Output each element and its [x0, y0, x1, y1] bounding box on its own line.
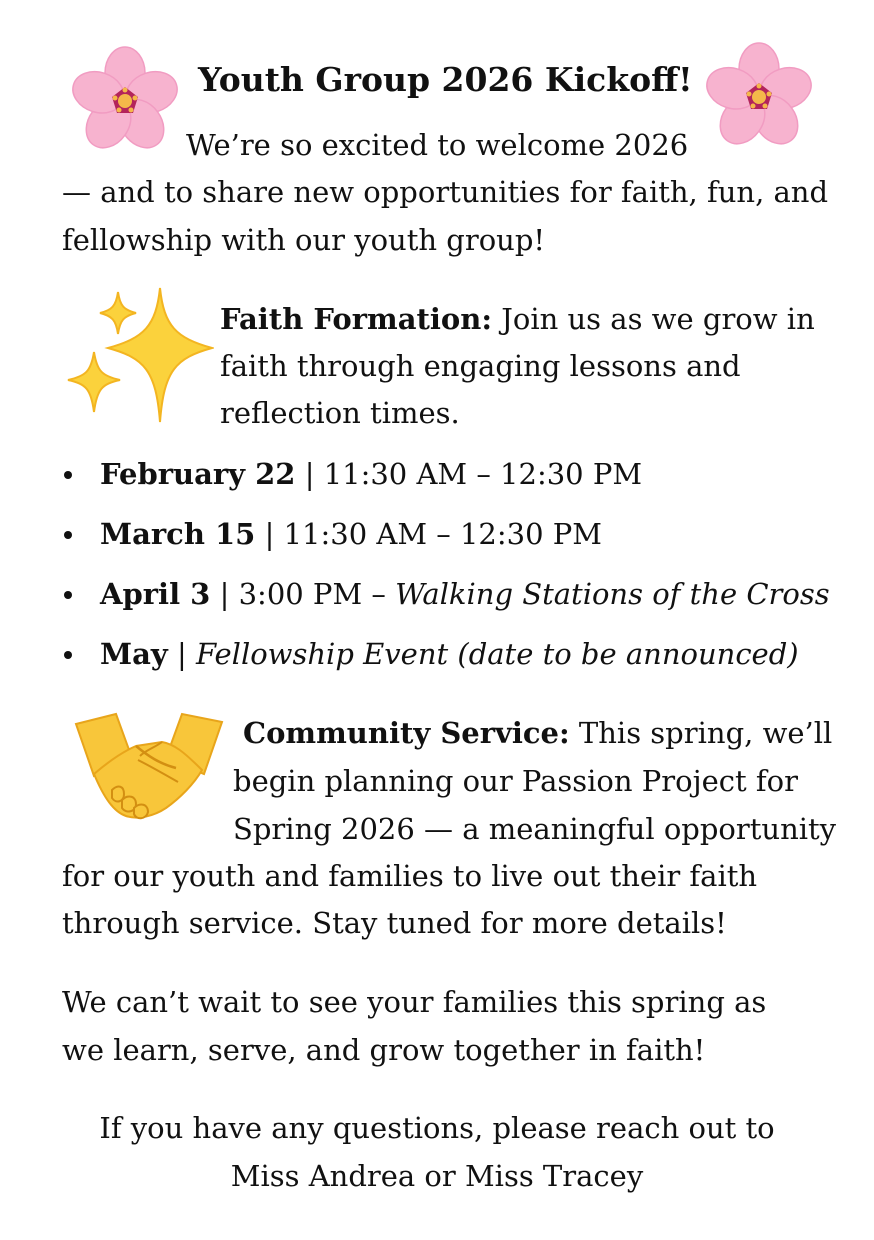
closing-line-2: we learn, serve, and grow together in faith!	[62, 1033, 706, 1067]
intro-line-2: — and to share new opportunities for faith, fun, and	[62, 175, 829, 209]
closing-line-1: We can’t wait to see your families this spring as	[62, 985, 767, 1019]
community-service-line-2: begin planning our Passion Project for	[233, 764, 798, 798]
intro-line-1: We’re so excited to welcome 2026	[186, 128, 689, 162]
handshake-icon	[74, 712, 224, 824]
contact-line-1: If you have any questions, please reach out to	[99, 1111, 775, 1145]
faith-formation-heading: Faith Formation:	[220, 302, 493, 336]
community-service-line-1	[243, 709, 832, 757]
bullet-icon	[64, 531, 72, 539]
schedule-separator: |	[176, 637, 187, 671]
page-title: Youth Group 2026 Kickoff!	[198, 60, 693, 99]
schedule-time: 11:30 AM – 12:30 PM	[323, 457, 643, 491]
bullet-icon	[64, 471, 72, 479]
schedule-date: March 15	[100, 517, 256, 551]
schedule-note: Fellowship Event (date to be announced)	[195, 637, 799, 671]
faith-formation-line-3: reflection times.	[220, 396, 460, 430]
community-service-line-4: for our youth and families to live out their faith	[62, 859, 758, 893]
schedule-separator: |	[264, 517, 275, 551]
faith-formation-line-1	[220, 295, 815, 343]
schedule-date: April 3	[100, 577, 211, 611]
bullet-icon	[64, 591, 72, 599]
schedule-separator: |	[219, 577, 230, 611]
intro-line-3: fellowship with our youth group!	[62, 223, 546, 257]
faith-formation-line-2: faith through engaging lessons and	[220, 349, 741, 383]
contact-line-2: Miss Andrea or Miss Tracey	[230, 1159, 644, 1193]
faith-formation-text: Join us as we grow in	[501, 302, 815, 336]
schedule-separator: |	[304, 457, 315, 491]
community-service-text: This spring, we’ll	[578, 716, 833, 750]
bullet-icon	[64, 651, 72, 659]
schedule-time: 3:00 PM –	[238, 577, 386, 611]
schedule-time: 11:30 AM – 12:30 PM	[283, 517, 602, 551]
sparkles-icon	[64, 286, 214, 426]
community-service-line-3: Spring 2026 — a meaningful opportunity	[233, 812, 837, 846]
community-service-heading: Community Service:	[243, 716, 570, 750]
cherry-blossom-icon	[70, 46, 180, 156]
cherry-blossom-icon	[704, 42, 814, 152]
schedule-date: February 22	[100, 457, 296, 491]
community-service-line-5: through service. Stay tuned for more details!	[62, 906, 727, 940]
schedule-date: May	[100, 637, 168, 671]
schedule-note: Walking Stations of the Cross	[395, 577, 830, 611]
